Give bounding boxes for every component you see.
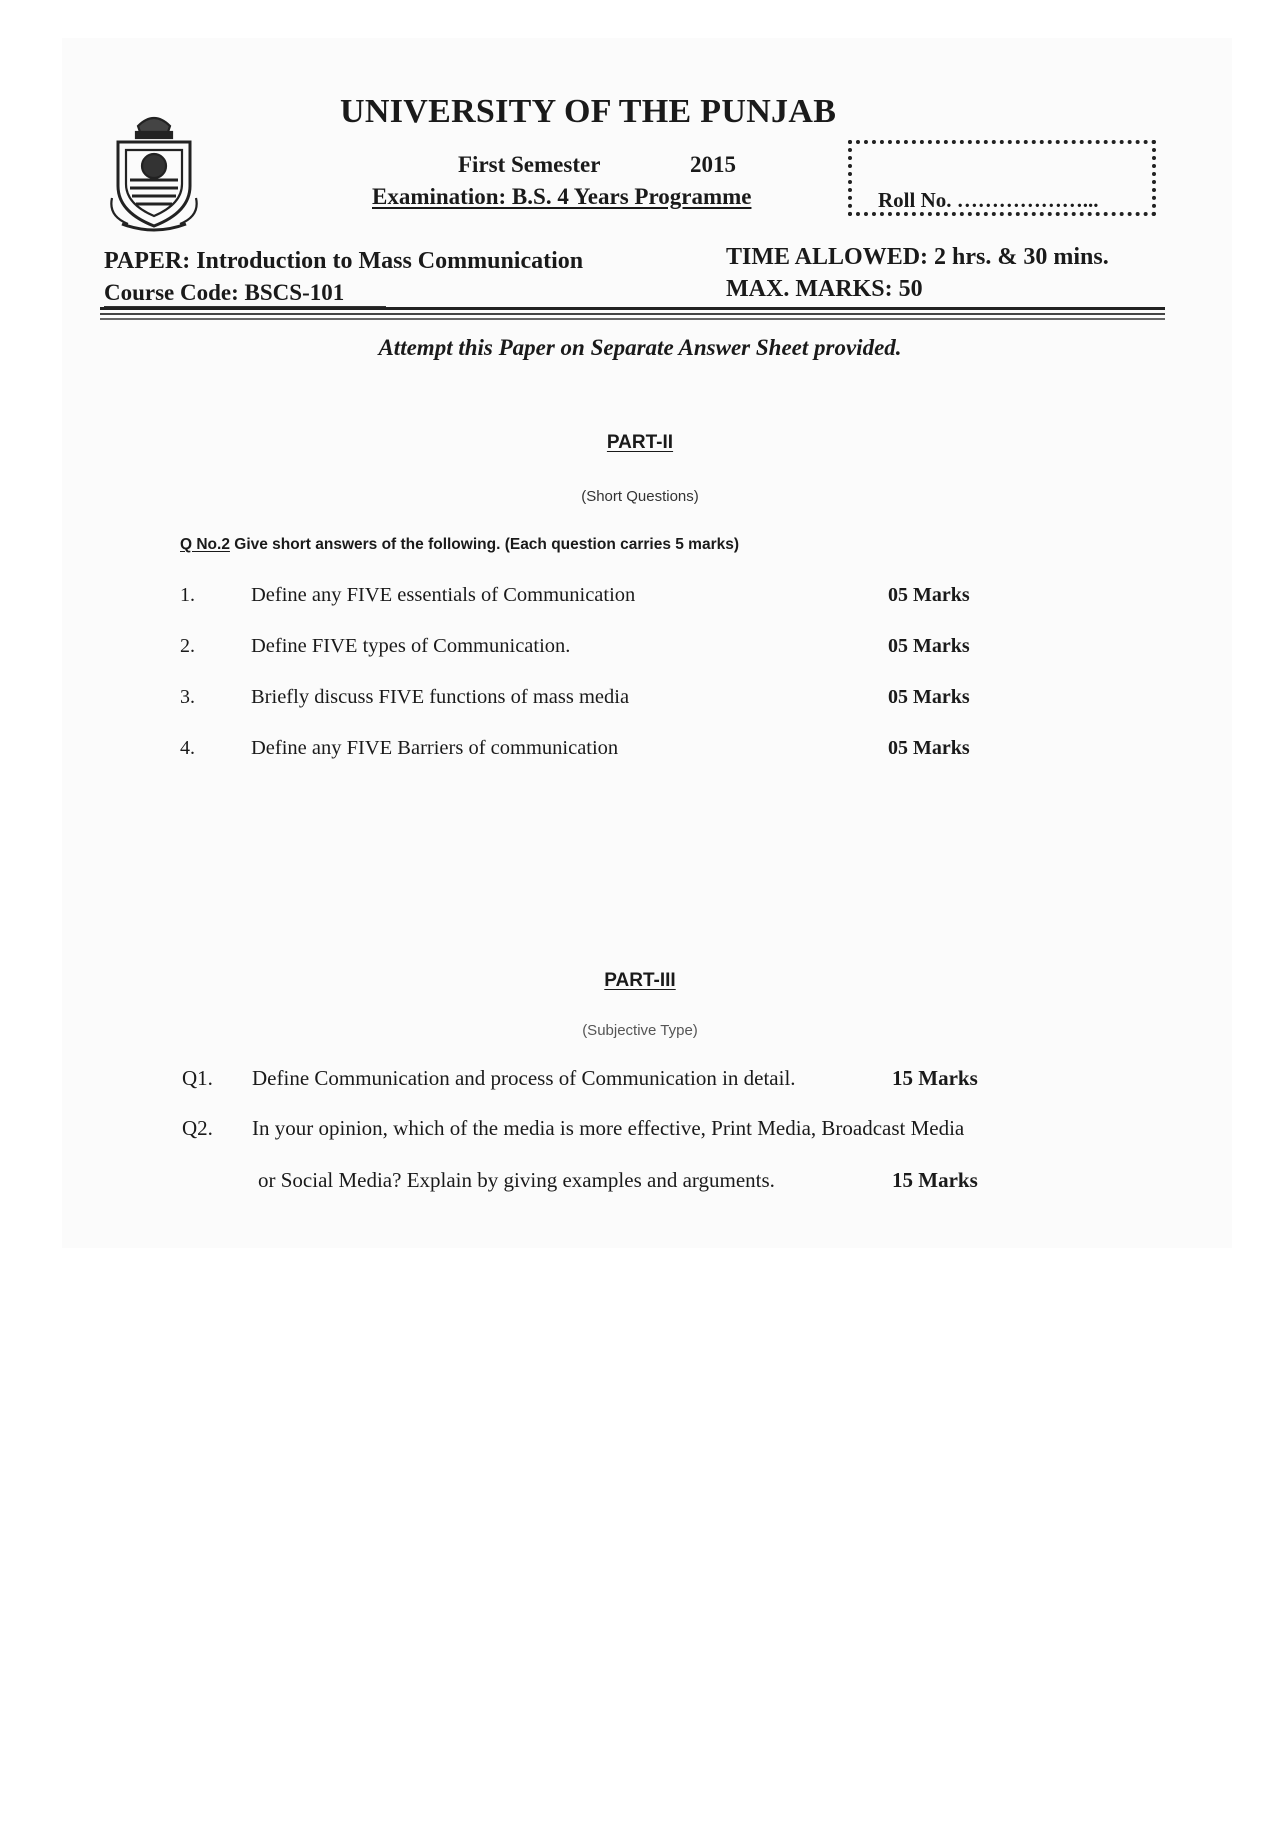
semester-label: First Semester (458, 152, 601, 177)
roll-number-field: Roll No. ………………... (878, 188, 1099, 212)
university-crest-logo (108, 108, 200, 232)
part3-heading: PART-III (604, 970, 676, 991)
header-divider (100, 318, 1165, 320)
header-divider (100, 307, 1165, 310)
short-question-text: Define any FIVE Barriers of communication (251, 737, 619, 759)
max-marks: MAX. MARKS: 50 (726, 276, 923, 302)
examination-label: Examination: B.S. 4 Years Programme (372, 184, 752, 209)
short-question-text: Briefly discuss FIVE functions of mass media (251, 686, 630, 708)
subjective-question-number: Q1. (182, 1066, 213, 1090)
subjective-question-marks: 15 Marks (892, 1168, 978, 1192)
subjective-question-text: Define Communication and process of Communication in detail. (252, 1066, 796, 1090)
exam-year: 2015 (690, 152, 736, 177)
short-question-marks: 05 Marks (888, 686, 970, 708)
question2-instruction (180, 536, 739, 554)
short-question-marks: 05 Marks (888, 737, 970, 759)
university-name: UNIVERSITY OF THE PUNJAB (340, 93, 837, 130)
time-allowed: TIME ALLOWED: 2 hrs. & 30 mins. (726, 244, 1109, 270)
instruction-text: Attempt this Paper on Separate Answer Sheet provided. (378, 335, 902, 360)
header-divider (100, 313, 1165, 315)
short-question-marks: 05 Marks (888, 635, 970, 657)
short-question-text: Define any FIVE essentials of Communication (251, 584, 636, 606)
short-question-marks: 05 Marks (888, 584, 970, 606)
question2-label: Q No.2 (180, 536, 230, 553)
subjective-question-text: In your opinion, which of the media is more effective, Print Media, Broadcast Media (252, 1116, 965, 1140)
short-question-number: 2. (180, 635, 195, 657)
question2-text: Give short answers of the following. (Each question carries 5 marks) (234, 536, 740, 553)
short-question-text: Define FIVE types of Communication. (251, 635, 571, 657)
part2-subtitle: (Short Questions) (581, 488, 699, 505)
part2-heading: PART-II (606, 432, 674, 453)
course-code: Course Code: BSCS-101 (104, 280, 345, 305)
short-question-number: 4. (180, 737, 195, 759)
subjective-question-number: Q2. (182, 1116, 213, 1140)
subjective-question-marks: 15 Marks (892, 1066, 978, 1090)
part3-subtitle: (Subjective Type) (582, 1022, 698, 1039)
subjective-question-text-continued: or Social Media? Explain by giving examples and arguments. (258, 1168, 775, 1192)
paper-title: PAPER: Introduction to Mass Communication (104, 248, 584, 274)
short-question-number: 1. (180, 584, 195, 606)
short-question-number: 3. (180, 686, 195, 708)
